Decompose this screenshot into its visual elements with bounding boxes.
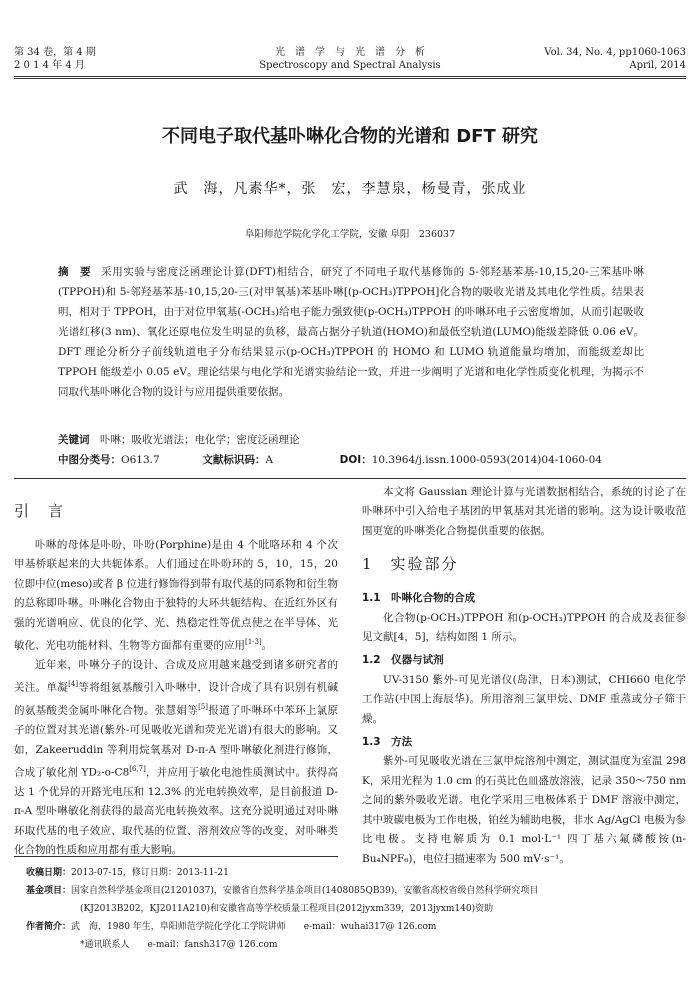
- intro-p2-a: 近年来，卟啉分子的设计、合成及应用越来越受到诸多研究者的关注。单凝: [14, 658, 338, 694]
- keywords: [58, 431, 644, 450]
- affiliation: 阜阳师范学院化学化工学院，安徽 阜阳 236037: [244, 229, 456, 240]
- footnote-rule: [14, 856, 338, 857]
- vol-pages: Vol. 34, No. 4, pp1060-1063: [544, 47, 686, 58]
- paper-title: 不同电子取代基卟啉化合物的光谱和 DFT 研究: [161, 126, 539, 147]
- keywords-label: 关键词: [58, 434, 90, 446]
- header-rule: [14, 76, 686, 77]
- intro-p2-c: 报道了卟啉环中苯环上氯原子的位置对其光谱(紫外-可见吸收光谱和荧光光谱)有很大的影响。又如，Zakeeruddin 等利用烷氧基对 D-π-A 型卟啉敏化剂进行修饰，合成了敏化剂 YD₂-o-C8: [14, 704, 339, 779]
- received-label: 收稿日期：: [26, 868, 72, 878]
- author-bio: [26, 918, 686, 936]
- subsection-1-3: 1.3 方法: [362, 736, 413, 749]
- corresponding-author: *通讯联系人 e-mail：fansh317@ 126.com: [80, 940, 278, 950]
- right-column: [362, 483, 686, 869]
- citation: [1-3]: [245, 638, 262, 647]
- received-date: [26, 864, 686, 882]
- clc-label: 中图分类号：: [58, 454, 121, 466]
- intro-paragraph-1: [14, 536, 338, 656]
- abstract: [58, 262, 644, 402]
- volume-issue: 第 34 卷，第 4 期: [14, 47, 96, 58]
- author-list: 武 海，凡素华*，张 宏，李慧泉，杨曼青，张成业: [173, 181, 527, 197]
- journal-pages: [544, 46, 686, 72]
- subsection-1-1-text: 化合物(p-OCH₃)TPPOH 和(p-OCH₃)TPPOH 的合成及表征参见文献[4，5]，结构如图 1 所示。: [362, 611, 686, 644]
- funding: [26, 882, 686, 900]
- abstract-label: 摘 要: [58, 266, 92, 278]
- intro-p1-end: 。: [261, 639, 273, 652]
- subsection-1-2: 1.2 仪器与试剂: [362, 654, 444, 667]
- fund-text-1: 国家自然科学基金项目(21201037)，安徽省自然科学基金项目(1408085QB39)，安徽省高校省级自然科学研究项目: [71, 886, 539, 896]
- citation: [4]: [68, 680, 79, 689]
- intro-p1-text: 卟啉的母体是卟吩，卟吩(Porphine)是由 4 个吡咯环和 4 个次甲基桥联起来的大共轭体系。人们通过在卟吩环的 5，10，15，20 位即中位(meso)或者 β 位进行修饰得到带有取代基的同系物和衍生物的总称即卟啉。卟啉化合物由于独特的大环共轭结构、在近红外区有强的光谱响应、优良的化学、光、热稳定性等优点使之在半导体、光敏化、光电功能材料、生物等方面都有重要的应用: [14, 539, 338, 652]
- doc-code-label: 文献标识码：: [202, 454, 266, 466]
- keywords-text: 卟啉；吸收光谱法；电化学；密度泛函理论: [100, 434, 300, 446]
- classification-row: [58, 451, 644, 470]
- abstract-separator: [14, 478, 686, 479]
- abstract-text: 采用实验与密度泛函理论计算(DFT)相结合，研究了不同电子取代基修饰的 5-邻羟基苯基-10,15,20-三苯基卟啉(TPPOH)和 5-邻羟基苯基-10,15,20-三(对甲氧基)苯基卟啉[(p-OCH₃)TPPOH]化合物的吸收光谱及其电化学性质。结果表明，相对于 TPPOH，由于对位甲氧基(-OCH₃)给电子能力强致使(p-OCH₃)TPPOH 的卟啉环电子云密度增加，从而引起吸收光谱红移(3 nm)、氧化还原电位发生明显的负移，最高占据分子轨道(HOMO)和最低空轨道(LUMO)能级差降低 0.06 eV。DFT 理论分析分子前线轨道电子分布结果显示(p-OCH₃)TPPOH 的 HOMO 和 LUMO 轨道能量均增加，而能级差却比 TPPOH 能级差小 0.05 eV。理论结果与电化学和光谱实验结论一致，并进一步阐明了光谱和电化学性质变化机理，为揭示不同取代基卟啉化合物的设计与应用提供重要依据。: [58, 266, 645, 398]
- footnote: [26, 864, 686, 954]
- month-year: April, 2014: [629, 60, 686, 71]
- author-label: 作者简介：: [26, 922, 72, 932]
- intro-paragraph-3: 本文将 Gaussian 理论计算与光谱数据相结合，系统的讨论了在卟啉环中引入给电子基团的甲氧基对其光谱的影响。这为设计吸收范围更宽的卟啉类化合物提供重要的依据。: [362, 486, 686, 537]
- subsection-1-1: 1.1 卟啉化合物的合成: [362, 592, 476, 605]
- subsection-1-2-text: UV-3150 紫外-可见光谱仪(岛津，日本)测试，CHI660 电化学工作站(中国上海辰华)。所用溶剂三氯甲烷、DMF 重蒸或分子筛干燥。: [362, 673, 686, 725]
- journal-name-cn: 光 谱 学 与 光 谱 分 析: [275, 47, 425, 58]
- left-column: [14, 488, 338, 861]
- fund-label: 基金项目：: [26, 886, 72, 896]
- citation: [6,7]: [129, 764, 146, 773]
- citation: [5]: [198, 703, 209, 712]
- publication-date: 2 0 1 4 年 4 月: [14, 60, 85, 71]
- subsection-1-3-text: 紫外-可见吸收光谱在三氯甲烷溶剂中测定，测试温度为室温 298 K，采用光程为 1.0 cm 的石英比色皿盛放溶液，记录 350～750 nm 之间的紫外吸收光谱。电化学采用三电极体系于 DMF 溶液中测定，其中玻碳电极为工作电极，铂丝为辅助电极，非水 Ag/AgCl 电极为参比电极。支持电解质为 0.1 mol·L⁻¹ 四丁基六氟磷酸铵(n-Bu₄NPF₆)，电位扫描速率为 500 mV·s⁻¹。: [362, 755, 686, 865]
- received-text: 2013-07-15，修订日期：2013-11-21: [71, 868, 229, 878]
- funding-cont: (KJ2013B202，KJ2011A210)和安徽省高等学校质量工程项目(2012jyxm339，2013jyxm140)资助: [80, 904, 494, 914]
- doi-value: 10.3964/j.issn.1000-0593(2014)04-1060-04: [371, 454, 602, 466]
- intro-p2-b: 等将组氨基酸引入卟啉中，设计合成了具有识别有机碱的氨基酸类金属卟啉化合物。张慧娟等: [14, 681, 339, 717]
- clc-value: O613.7: [121, 454, 160, 466]
- section-experimental-title: 1 实验部分: [362, 555, 459, 574]
- author-text: 武 海，1980 年生，阜阳师范学院化学化工学院讲师 e-mail：wuhai317@ 126.com: [71, 922, 437, 932]
- header-rule-2: [14, 78, 686, 79]
- doi-label: DOI：: [339, 454, 372, 466]
- journal-name-en: Spectroscopy and Spectral Analysis: [259, 60, 441, 71]
- intro-p2-d: ，并应用于敏化电池性质测试中。获得高达 1 个优异的开路光电压和 12.3% 的光电转换效率，是目前报道 D-π-A 型卟啉敏化剂获得的最高光电转换效率。这充分说明通过对卟啉环取代基的电子效应、取代基的位置、溶剂效应等的改变，对卟啉类化合物的性质和应用都有重大影响。: [14, 766, 338, 857]
- intro-paragraph-2: [14, 656, 338, 861]
- doc-code-value: A: [265, 454, 273, 466]
- section-introduction-title: 引 言: [14, 502, 66, 520]
